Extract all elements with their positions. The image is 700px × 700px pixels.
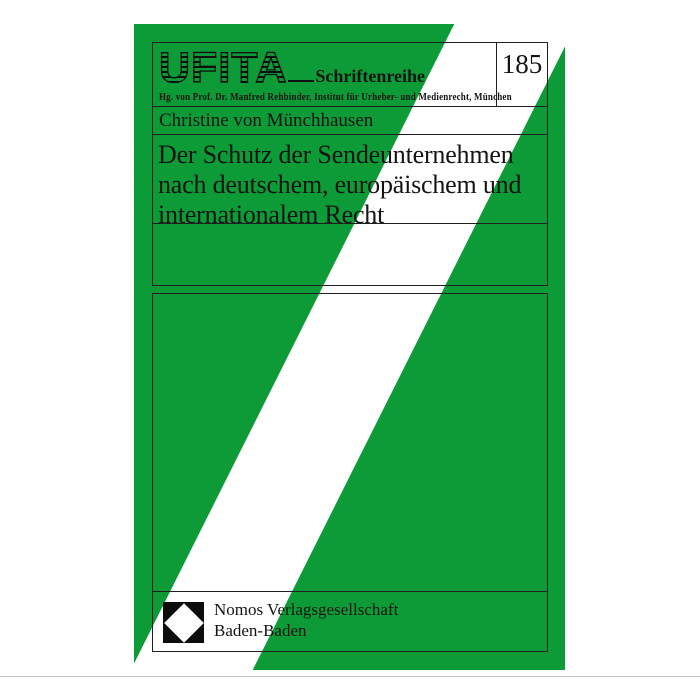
- subtitle-box-empty: [152, 223, 548, 286]
- editor-line: Hg. von Prof. Dr. Manfred Rehbinder, Institut für Urheber- und Medienrecht, München: [159, 92, 512, 103]
- publisher-box: [152, 591, 548, 652]
- publisher-text: [214, 599, 398, 641]
- series-label: Schriftenreihe: [315, 66, 426, 86]
- publisher-name: Nomos Verlagsgesellschaft: [214, 600, 399, 619]
- series-header-box: [152, 42, 548, 107]
- nomos-diamond-icon: [164, 603, 204, 643]
- nomos-logo: [163, 602, 204, 643]
- title-line-3: internationalem Recht: [158, 200, 385, 229]
- book-cover: [134, 24, 565, 670]
- author-name: Christine von Münchhausen: [159, 109, 374, 131]
- ufita-logo: UFITA: [159, 44, 288, 92]
- title-line-1: Der Schutz der Sendeunternehmen: [158, 140, 514, 169]
- publisher-city: Baden-Baden: [214, 621, 307, 640]
- title-box: [152, 134, 548, 229]
- volume-number-cell: [496, 43, 547, 106]
- logo-connector-line: [288, 80, 314, 82]
- series-logo-row: [159, 46, 425, 91]
- volume-number: 185: [501, 49, 543, 79]
- title-line-2: nach deutschem, europäischem und: [158, 170, 522, 199]
- content-box-empty: [152, 293, 548, 592]
- scan-edge-line: [0, 676, 700, 677]
- author-box: [152, 106, 548, 135]
